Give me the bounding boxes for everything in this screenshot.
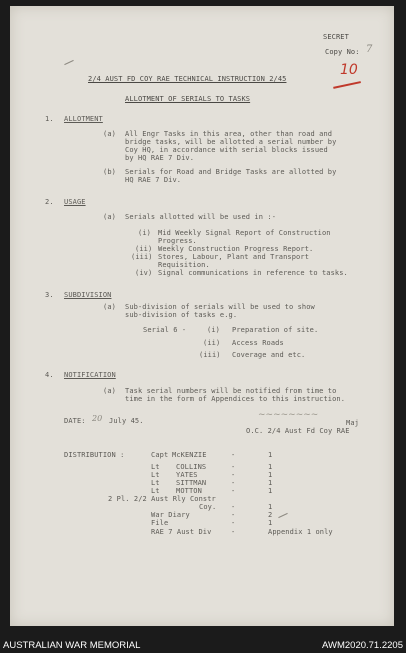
usage-item-text: Requisition. <box>158 261 210 269</box>
serial-label: Serial 6 - <box>143 326 187 334</box>
document-title: 2/4 AUST FD COY RAE TECHNICAL INSTRUCTION 2/45 <box>88 75 287 83</box>
section-2-number: 2. <box>45 198 54 206</box>
section-4-number: 4. <box>45 371 54 379</box>
usage-item-text: Progress. <box>158 237 197 245</box>
distribution-name: COLLINS <box>176 463 207 471</box>
distribution-dash: - <box>231 503 236 511</box>
section-2-a-text: Serials allotted will be used in :- <box>125 213 277 221</box>
distribution-qty: Appendix 1 only <box>268 528 333 536</box>
usage-item-text: Stores, Labour, Plant and Transport <box>158 253 310 261</box>
distribution-qty: 1 <box>268 471 273 479</box>
subdivision-number: (i) <box>207 326 220 334</box>
distribution-dash: - <box>231 511 236 519</box>
distribution-dash: - <box>231 528 236 536</box>
distribution-name: File <box>151 519 169 527</box>
section-1-a-line: bridge tasks, will be allotted a serial number by <box>125 138 337 146</box>
usage-item-number: (ii) <box>135 245 153 253</box>
footer-accession: AWM2020.71.2205 <box>322 640 403 651</box>
distribution-qty: 1 <box>268 519 273 527</box>
distribution-qty: 1 <box>268 487 273 495</box>
copy-label: Copy No: <box>325 48 360 56</box>
distribution-rank: Lt <box>151 463 160 471</box>
distribution-qty: 2 <box>268 511 273 519</box>
distribution-qty: 1 <box>268 479 273 487</box>
red-number: 10 <box>340 62 358 78</box>
copy-number: 7 <box>366 44 373 55</box>
subdivision-text: Access Roads <box>232 339 284 347</box>
distribution-name: War Diary <box>151 511 190 519</box>
subdivision-text: Preparation of site. <box>232 326 319 334</box>
distribution-rank: Lt <box>151 471 160 479</box>
section-1-a-label: (a) <box>103 130 116 138</box>
classification: SECRET <box>323 33 349 41</box>
distribution-dash: - <box>231 451 236 459</box>
distribution-extra-cont: Coy. <box>199 503 217 511</box>
section-4-heading: NOTIFICATION <box>64 371 116 379</box>
distribution-qty: 1 <box>268 503 273 511</box>
section-1-a-line: by HQ RAE 7 Div. <box>125 154 195 162</box>
usage-item-text: Signal communications in reference to tasks. <box>158 269 348 277</box>
section-3-number: 3. <box>45 291 54 299</box>
section-2-a-label: (a) <box>103 213 116 221</box>
signature: ~~~~~~~~ <box>258 410 319 420</box>
subdivision-number: (ii) <box>203 339 221 347</box>
section-1-a-line: All Engr Tasks in this area, other than road and <box>125 130 333 138</box>
section-1-heading: ALLOTMENT <box>64 115 103 123</box>
distribution-name: RAE 7 Aust Div <box>151 528 212 536</box>
signature-line: O.C. 2/4 Aust Fd Coy RAE <box>246 427 350 435</box>
distribution-name: SITTMAN <box>176 479 207 487</box>
subdivision-number: (iii) <box>199 351 221 359</box>
section-1-number: 1. <box>45 115 54 123</box>
usage-item-text: Mid Weekly Signal Report of Construction <box>158 229 331 237</box>
section-4-a-label: (a) <box>103 387 116 395</box>
distribution-rank: Capt <box>151 451 169 459</box>
section-3-a-line: Sub-division of serials will be used to show <box>125 303 315 311</box>
distribution-rank: Lt <box>151 487 160 495</box>
distribution-label: DISTRIBUTION : <box>64 451 125 459</box>
usage-item-number: (iv) <box>135 269 153 277</box>
footer-source: AUSTRALIAN WAR MEMORIAL <box>3 640 141 651</box>
section-1-b-label: (b) <box>103 168 116 176</box>
section-3-a-label: (a) <box>103 303 116 311</box>
date-day: 20 <box>92 414 103 423</box>
section-2-heading: USAGE <box>64 198 86 206</box>
usage-item-text: Weekly Construction Progress Report. <box>158 245 314 253</box>
usage-item-number: (iii) <box>131 253 153 261</box>
section-1-b-line: Serials for Road and Bridge Tasks are allotted by <box>125 168 337 176</box>
distribution-rank: Lt <box>151 479 160 487</box>
section-4-a-line: time in the form of Appendices to this instruction. <box>125 395 346 403</box>
distribution-qty: 1 <box>268 463 273 471</box>
subdivision-text: Coverage and etc. <box>232 351 306 359</box>
distribution-dash: - <box>231 479 236 487</box>
section-3-a-line: sub-division of tasks e.g. <box>125 311 238 319</box>
section-1-b-line: HQ RAE 7 Div. <box>125 176 182 184</box>
distribution-dash: - <box>231 471 236 479</box>
usage-item-number: (i) <box>138 229 151 237</box>
distribution-qty: 1 <box>268 451 273 459</box>
date-month-year: July 45. <box>109 417 144 425</box>
distribution-dash: - <box>231 487 236 495</box>
date-label: DATE: <box>64 417 86 425</box>
distribution-name: YATES <box>176 471 198 479</box>
distribution-dash: - <box>231 519 236 527</box>
section-1-a-line: Coy HQ, in accordance with serial blocks issued <box>125 146 328 154</box>
section-4-a-line: Task serial numbers will be notified from time to <box>125 387 337 395</box>
distribution-name: McKENZIE <box>172 451 207 459</box>
distribution-extra: 2 Pl. 2/2 Aust Rly Constr <box>108 495 216 503</box>
distribution-dash: - <box>231 463 236 471</box>
section-3-heading: SUBDIVISION <box>64 291 112 299</box>
signature-rank: Maj <box>346 419 359 427</box>
distribution-name: MOTTON <box>176 487 202 495</box>
document-subtitle: ALLOTMENT OF SERIALS TO TASKS <box>125 95 251 103</box>
